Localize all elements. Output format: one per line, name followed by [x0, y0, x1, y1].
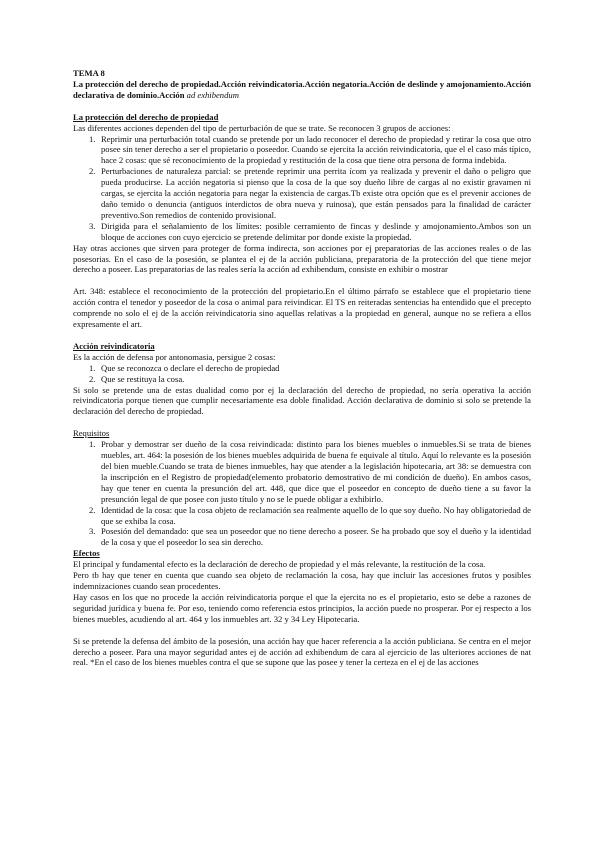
list-item: 2. Identidad de la cosa: que la cosa objeto de reclamación sea realmente aquello de lo que soy dueño. No hay obligatoriedad de que se exhiba la cosa.: [89, 504, 531, 526]
section2-paragraph: Si solo se pretende una de estas dualidad como por ej la declaración del derecho de propiedad, no sería operativa la acción reivindicatoria porque tienen que cumplir necesariamente esa doble finalidad. Acción declarativa de dominio si solo se pretende la declaración del derecho de propiedad.: [73, 384, 531, 417]
section-heading-requisitos: Requisitos: [73, 428, 110, 439]
list-item: 2. Que se restituya la cosa.: [89, 373, 185, 384]
spacer: [73, 101, 531, 112]
list-item: 1. Reprimir una perturbación total cuando se pretende por un lado reconocer el derecho de propiedad y retirar la cosa que otro posee sin tener derecho a ser el propietario o poseedor. Cuando se ejercita la acción reivindicatoria, que el el caso más típico, hace 2 cosas: que sé reconocimiento de la propiedad y restitución de la cosa que tiene otra persona de forma indebida.: [89, 133, 531, 166]
spacer: [73, 625, 531, 636]
section2-intro: Es la acción de defensa por antonomasia, persigue 2 cosas:: [73, 351, 276, 362]
section4-paragraph-1: El principal y fundamental efecto es la declaración de derecho de propiedad y el más relevante, la restitución de la cosa.: [73, 559, 486, 570]
section2-list: [73, 363, 531, 385]
section-heading-proteccion: La protección del derecho de propiedad: [73, 111, 219, 122]
section4-paragraph-2: Pero tb hay que tener en cuenta que cuando sea objeto de reclamación la cosa, hay que incluir las accesiones frutos y posibles indemnizaciones cuando sean procedentes.: [73, 570, 531, 591]
document-body: [73, 68, 531, 668]
spacer: [73, 417, 531, 428]
section4-paragraph-4: Si se pretende la defensa del ámbito de la posesión, una acción hay que hacer referencia a la acción publiciana. Se centra en el mejor derecho a poseer. Para una mayor seguridad antes ej de acción ad exhibendum de cara al ejercicio de las ulteriores acciones de nat real. *En el caso de los bienes muebles contra el que se supone que las posee y tener la certeza en el ej de las acciones: [73, 635, 531, 668]
list-item: 1. Probar y demostrar ser dueño de la cosa reivindicada: distinto para los bienes muebles o inmuebles.Si se trata de bienes muebles, art. 464: la posesión de los bienes muebles adquirida de buena fe equivale al título. Aquí lo relevante es la posesión del bien mueble.Cuando se trata de bienes inmuebles, hay que atender a la legislación hipotecaria, art 38: se demuestra con la inscripción en el Registro de propiedad(elemento probatorio demostrativo de mi condición de dueño). En ambos casos, hay que tener en cuenta la presunción del art. 448, que dice que el poseedor en concepto de dueño tiene a su favor la presunción legal de que posee con justo título y no se le puede obligar a exhibirlo.: [89, 439, 531, 504]
section4-paragraph-3: Hay casos en los que no procede la acción reivindicatoria porque el que la ejercita no es el propietario, esto se debe a razones de seguridad jurídica y buena fe. Por eso, teniendo como referencia estos principios, la acción puede no prosperar. Por ej respecto a los bienes muebles, acudiendo al art. 464 y los inmuebles art. 32 y 34 Ley Hipotecaria.: [73, 591, 531, 624]
section1-intro: Las diferentes acciones dependen del tipo de perturbación de que se trate. Se reconocen 3 grupos de acciones:: [73, 122, 451, 133]
section3-list: [73, 439, 531, 548]
section1-paragraph: Hay otras acciones que sirven para proteger de forma indirecta, son acciones por ej preparatorias de las acciones reales o de las posesorias. En el caso de la posesión, se plantea el ej de la acción publiciana, preparatoria de la protección del que tiene mejor derecho a poseer. Las preparatorias de las reales sería la acción ad exhibendum, consiste en exhibir o mostrar: [73, 242, 531, 275]
spacer: [73, 330, 531, 341]
list-item: 2. Perturbaciones de naturaleza parcial: se pretende reprimir una perrita ícom ya realizada y prevenir el daño o peligro que pueda producirse. La acción negatoria si pienso que la cosa de la que soy dueño libre de cargas al no existir gravamen ni cargas, se ejercita la acción negatoria para negar la existencia de cargas.Tb existe otra opción que es el prevenir acciones de daño temido o denuncia (antiguos interdictos de obra nueva y ruinosa), que están pensados para la finalidad de carácter preventivo.Son remedios de contenido provisional.: [89, 166, 531, 220]
section1-list: [73, 134, 531, 243]
tema-subtitle: [73, 79, 531, 101]
section-heading-reivindicatoria: Acción reivindicatoria: [73, 340, 155, 351]
tema-title: TEMA 8: [73, 68, 105, 78]
list-item: 3. Dirigida para el señalamiento de los límites: posible cerramiento de fincas y deslinde y amojonamiento.Ambos son un bloque de acciones con cuyo ejercicio se pretende delimitar por donde existe la propiedad.: [89, 220, 531, 242]
subtitle-italic: ad exhibendum: [186, 89, 239, 100]
subtitle-text: La protección del derecho de propiedad.Acción reivindicatoria.Acción negatoria.Acción de deslinde y amojonamiento.Acción declarativa de dominio.Acción: [73, 78, 531, 100]
section-heading-efectos: Efectos: [73, 548, 100, 559]
list-item: 3. Posesión del demandado: que sea un poseedor que no tiene derecho a poseer. Se ha probado que soy el dueño y la identidad de la cosa y que el poseedor lo sea sin derecho.: [89, 526, 531, 548]
list-item: 1. Que se reconozca o declare el derecho de propiedad: [89, 362, 280, 373]
section1-article-paragraph: Art. 348: establece el reconocimiento de la protección del propietario.En el último párrafo se establece que el propietario tiene acción contra el tenedor y poseedor de la cosa o animal para reivindicar. El TS en reiteradas sentencias ha entendido que el precepto comprende no solo el ej de la acción reivindicatoria sino aquellas relativas a la propiedad en general, aunque no se refiera a ellos expresamente el art.: [73, 286, 531, 330]
spacer: [73, 275, 531, 286]
